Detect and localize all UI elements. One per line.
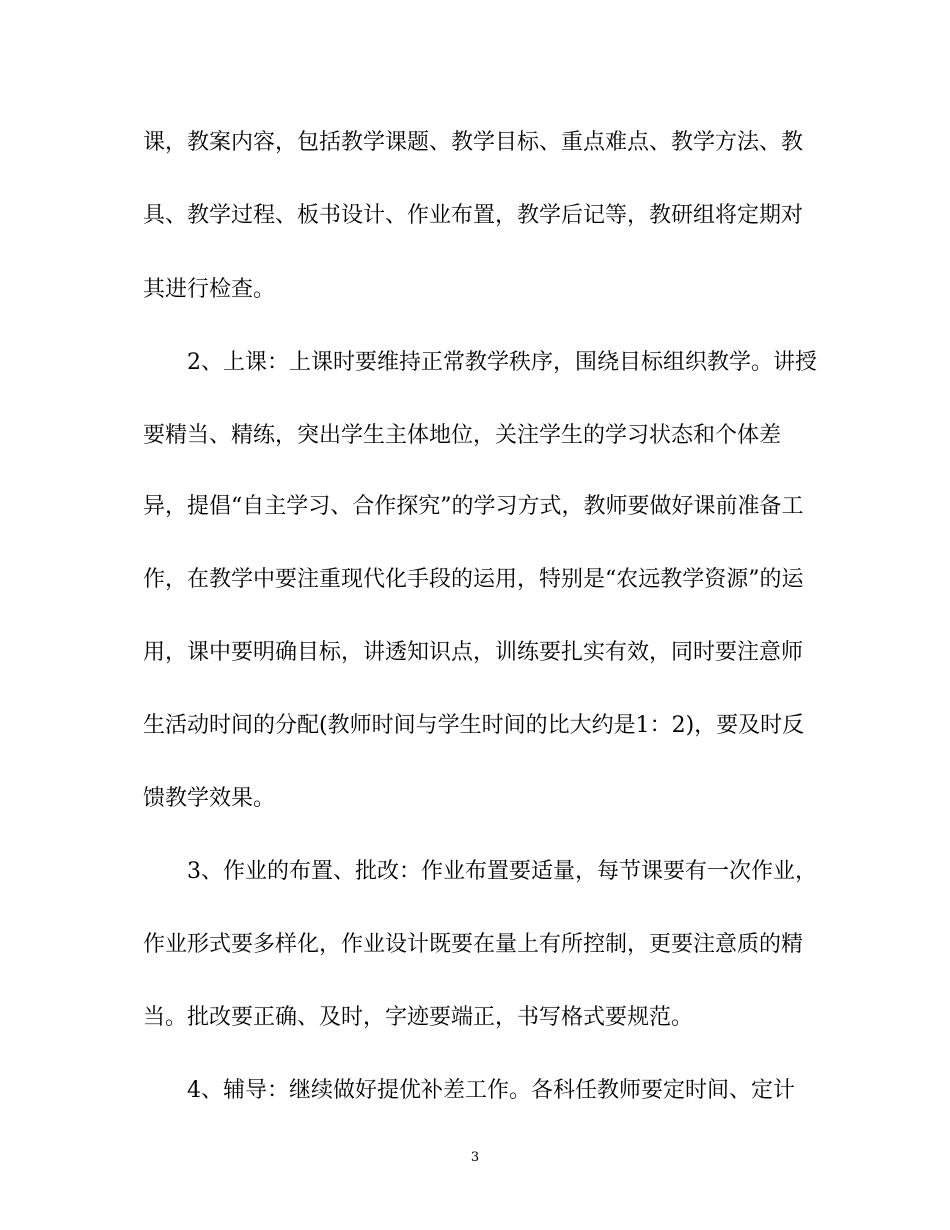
- body-text-line: 具、教学过程、板书设计、作业布置，教学后记等，教研组将定期对: [143, 203, 804, 228]
- page-number: 3: [470, 1150, 480, 1165]
- paragraph-2-heading-line: 2、上课：上课时要维持正常教学秩序，围绕目标组织教学。讲授: [143, 350, 817, 375]
- body-text-line: 要精当、精练，突出学生主体地位，关注学生的学习状态和个体差: [143, 423, 782, 448]
- body-text-line: 生活动时间的分配(教师时间与学生时间的比大约是1：2)，要及时反: [143, 713, 805, 738]
- body-text-line: 作业形式要多样化，作业设计既要在量上有所控制，更要注意质的精: [143, 932, 804, 957]
- body-text-line: 作，在教学中要注重现代化手段的运用，特别是“农远教学资源”的运: [143, 567, 804, 592]
- body-text-line: 用，课中要明确目标，讲透知识点，训练要扎实有效，同时要注意师: [143, 640, 804, 665]
- body-text-line: 课，教案内容，包括教学课题、教学目标、重点难点、教学方法、教: [143, 130, 804, 155]
- body-text-line: 其进行检查。: [143, 277, 276, 302]
- body-text-line: 馈教学效果。: [143, 786, 276, 811]
- body-text-line: 异，提倡“自主学习、合作探究”的学习方式，教师要做好课前准备工: [143, 494, 804, 519]
- body-text-line: 当。批改要正确、及时，字迹要端正，书写格式要规范。: [143, 1005, 694, 1030]
- paragraph-4-heading-line: 4、辅导：继续做好提优补差工作。各科任教师要定时间、定计: [143, 1078, 795, 1103]
- paragraph-3-heading-line: 3、作业的布置、批改：作业布置要适量，每节课要有一次作业，: [143, 859, 817, 884]
